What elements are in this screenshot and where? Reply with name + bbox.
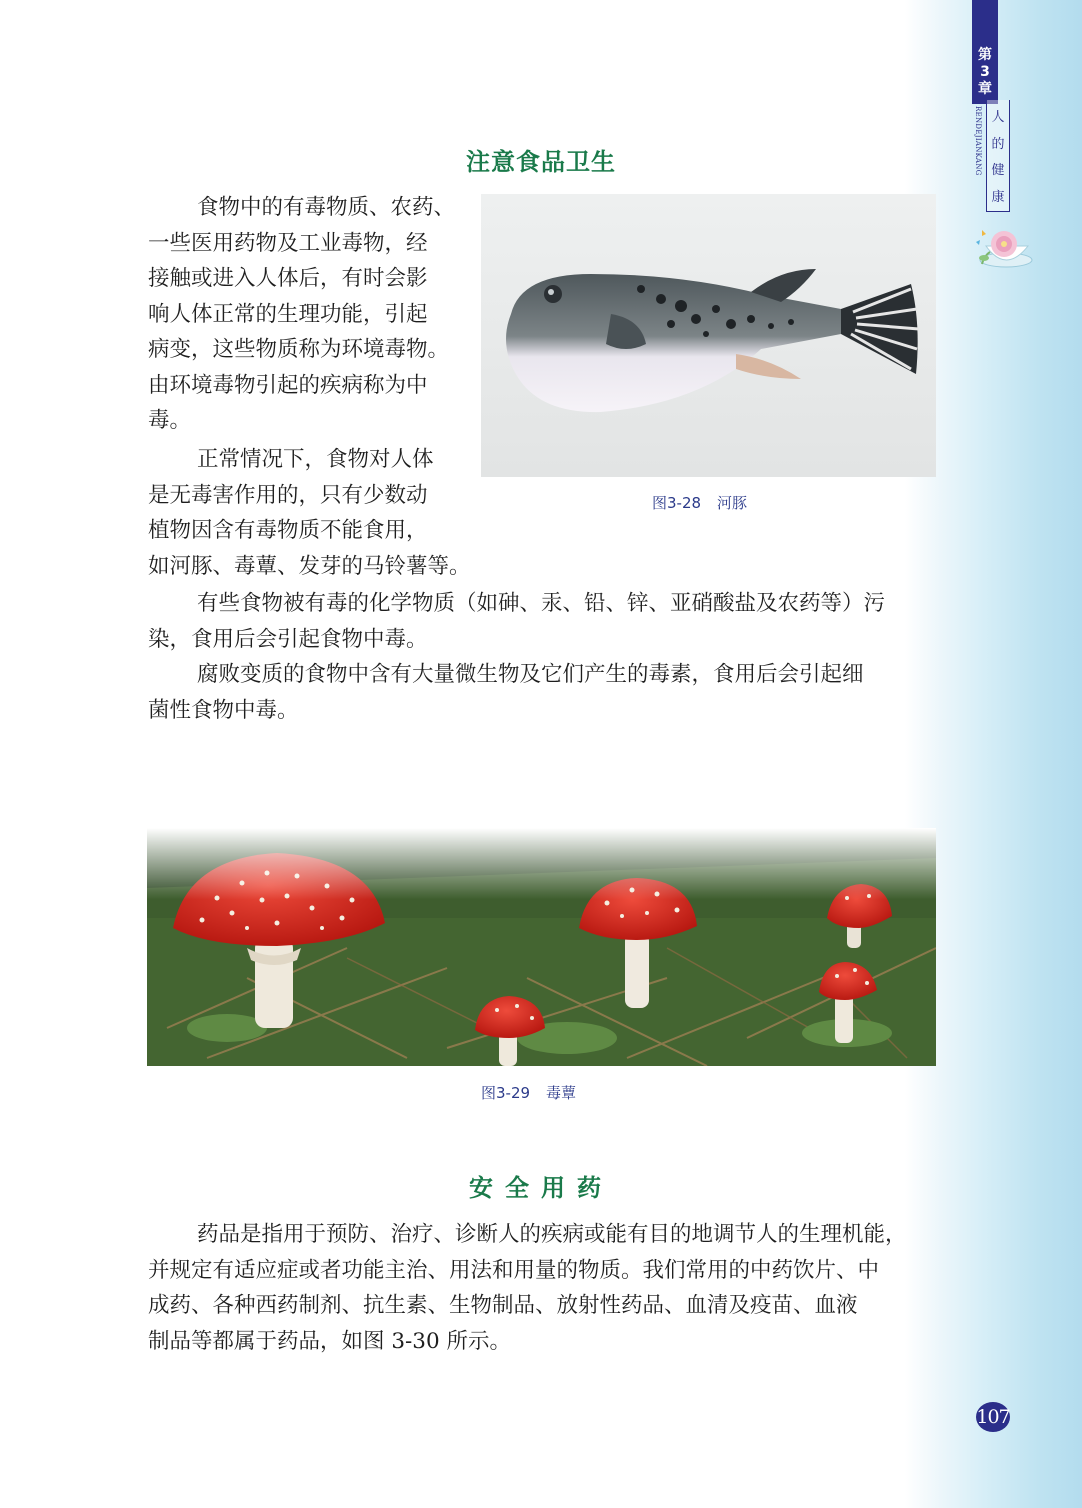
text-line: 毒。 <box>148 408 192 433</box>
figure-number: 图3-28 <box>652 494 702 512</box>
text-line: 药品是指用于预防、治疗、诊断人的疾病或能有目的地调节人的生理机能， <box>197 1222 907 1247</box>
section-title: 安全用药 <box>469 1174 613 1202</box>
paragraph <box>148 1217 938 1359</box>
text-line: 食物中的有毒物质、农药、 <box>197 195 456 220</box>
text-line: 菌性食物中毒。 <box>148 697 299 723</box>
chapter-name-char: 的 <box>991 136 1005 152</box>
text-line: 有些食物被有毒的化学物质（如砷、汞、铅、锌、亚硝酸盐及农药等）污 <box>197 591 886 616</box>
text-line: 是无毒害作用的，只有少数动 <box>148 482 428 508</box>
section-title: 注意食品卫生 <box>466 148 616 176</box>
teacup-flower-icon <box>970 222 1036 272</box>
text-line: 正常情况下，食物对人体 <box>197 447 434 472</box>
chapter-name-char: 康 <box>991 190 1005 206</box>
text-line: 植物因含有毒物质不能食用， <box>148 518 428 543</box>
chapter-char: 3 <box>980 64 990 80</box>
poisonous-mushroom-photo <box>147 828 936 1066</box>
paragraph <box>148 657 938 728</box>
text-line: 接触或进入人体后，有时会影 <box>148 266 428 291</box>
text-line: 病变，这些物质称为环境毒物。 <box>148 337 450 362</box>
text-line: 成药、各种西药制剂、抗生素、生物制品、放射性药品、血清及疫苗、血液 <box>148 1293 858 1318</box>
text-line: 腐败变质的食物中含有大量微生物及它们产生的毒素，食用后会引起细 <box>197 662 864 687</box>
pufferfish-photo <box>481 194 936 477</box>
paragraph <box>148 586 938 657</box>
figure-caption <box>481 1082 576 1103</box>
chapter-pinyin: RENDEJIANKANG <box>974 106 982 176</box>
text-line: 一些医用药物及工业毒物，经 <box>148 230 428 256</box>
text-line: 如河豚、毒蕈、发芽的马铃薯等。 <box>148 553 471 579</box>
paragraph <box>148 190 473 439</box>
paragraph <box>148 442 508 584</box>
chapter-name-char: 人 <box>991 109 1005 125</box>
page-number: 107 <box>976 1402 1010 1432</box>
figure-label: 河豚 <box>717 494 748 512</box>
chapter-char: 章 <box>978 81 992 97</box>
figure-caption <box>652 492 747 513</box>
text-line: 染，食用后会引起食物中毒。 <box>148 626 428 652</box>
text-line: 并规定有适应症或者功能主治、用法和用量的物质。我们常用的中药饮片、中 <box>148 1257 880 1283</box>
text-line: 制品等都属于药品，如图 3-30 所示。 <box>148 1328 511 1354</box>
chapter-number-tab <box>972 0 998 104</box>
chapter-char: 第 <box>978 47 992 63</box>
chapter-name-char: 健 <box>991 163 1005 179</box>
figure-number: 图3-29 <box>481 1084 531 1102</box>
text-line: 响人体正常的生理功能，引起 <box>148 301 428 327</box>
figure-label: 毒蕈 <box>546 1084 577 1102</box>
text-line: 由环境毒物引起的疾病称为中 <box>148 372 428 398</box>
